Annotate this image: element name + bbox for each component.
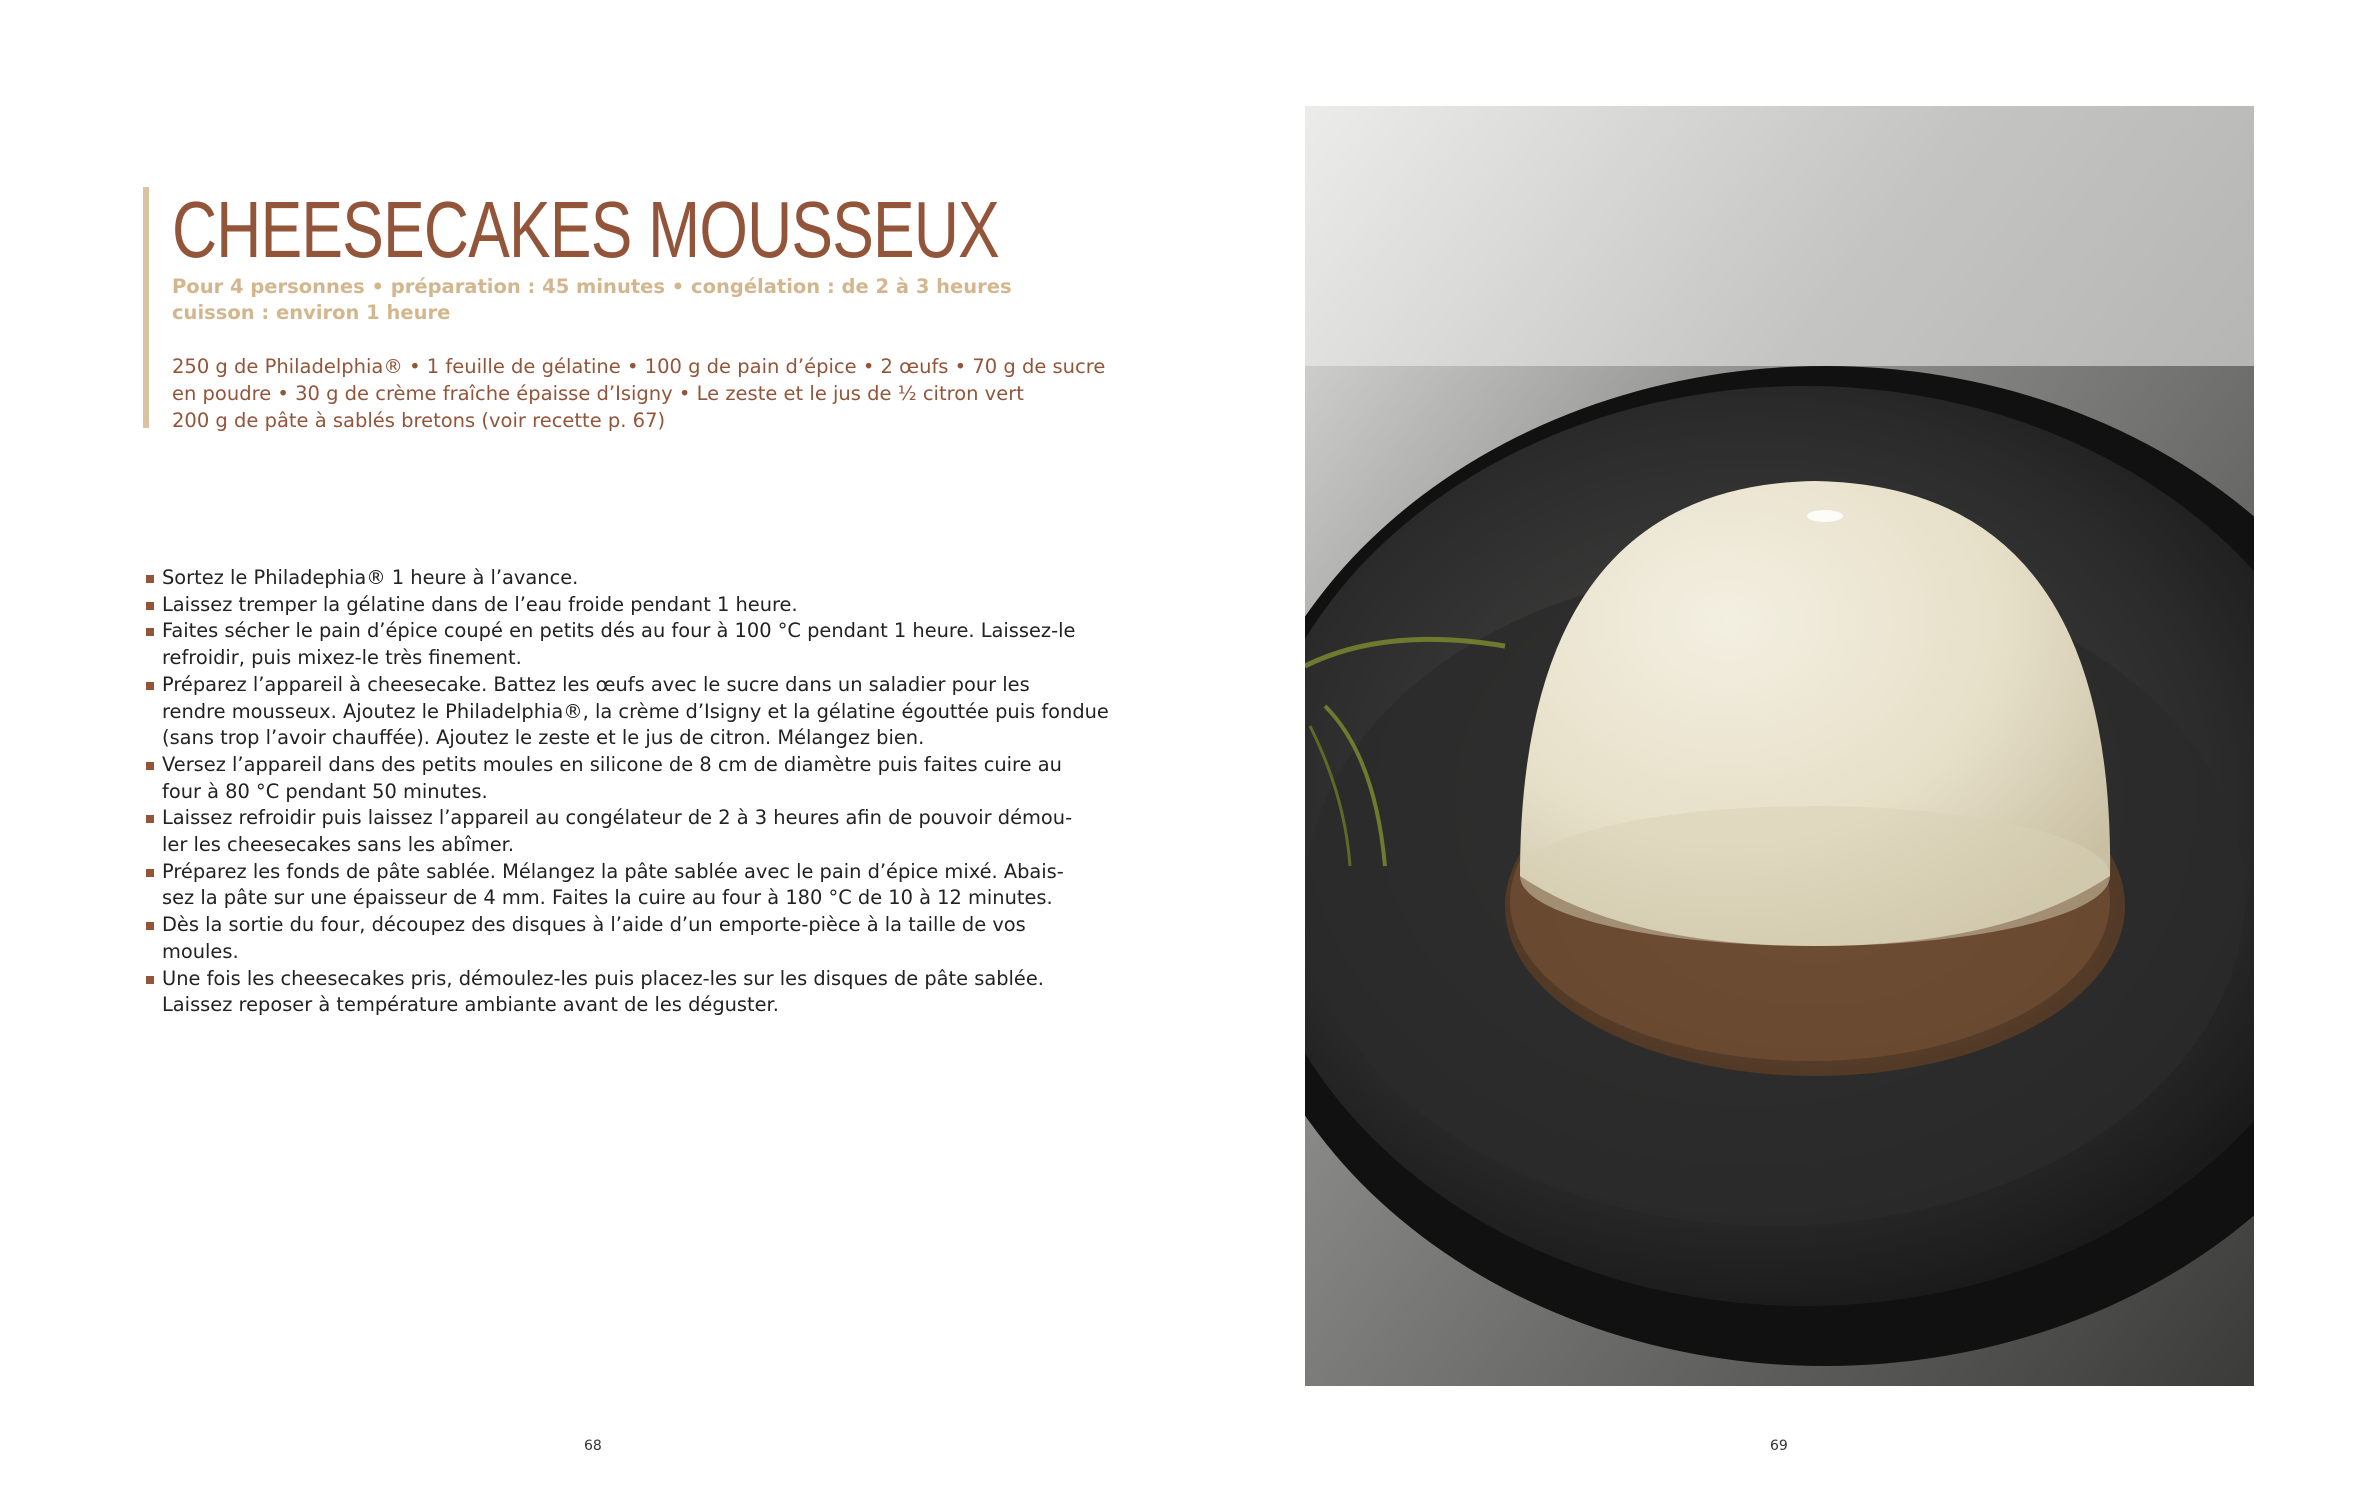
bullet-square-icon [146,762,154,770]
step-line: Préparez l’appareil à cheesecake. Battez les œufs avec le sucre dans un saladier pour les [162,672,1030,696]
step-line: moules. [162,939,239,963]
step-line: four à 80 °C pendant 50 minutes. [162,779,488,803]
meta-line: Pour 4 personnes • préparation : 45 minutes • congélation : de 2 à 3 heures [172,275,1012,298]
step-item [146,966,1046,1019]
step-line: rendre mousseux. Ajoutez le Philadelphia®, la crème d’Isigny et la gélatine égouttée puis fondue [162,699,1109,723]
step-item [146,592,1046,619]
page-number-right: 69 [1770,1438,1788,1454]
ingredient-line: en poudre • 30 g de crème fraîche épaisse d’Isigny • Le zeste et le jus de ½ citron vert [172,382,1024,405]
step-item [146,859,1064,912]
step-line: (sans trop l’avoir chauffée). Ajoutez le zeste et le jus de citron. Mélangez bien. [162,726,925,750]
step-line: Laissez tremper la gélatine dans de l’eau froide pendant 1 heure. [162,592,798,616]
step-line: Laissez reposer à température ambiante avant de les déguster. [162,993,779,1017]
cheesecake-photo [1305,106,2254,1386]
steps-list [146,565,1109,1019]
step-item [146,752,1062,805]
step-item [146,912,1046,965]
bullet-square-icon [146,815,154,823]
step-line: Versez l’appareil dans des petits moules en silicone de 8 cm de diamètre puis faites cuire au [162,752,1062,776]
title-accent-bar [143,187,149,428]
ingredients-list [172,353,1105,434]
step-item [146,565,1046,592]
step-line: Préparez les fonds de pâte sablée. Mélangez la pâte sablée avec le pain d’épice mixé. Abais- [162,859,1064,883]
step-item [146,805,1073,858]
step-item [146,672,1109,752]
step-line: Faites sécher le pain d’épice coupé en petits dés au four à 100 °C pendant 1 heure. Laissez-le [162,619,1076,643]
bullet-square-icon [146,922,154,930]
step-line: Une fois les cheesecakes pris, démoulez-les puis placez-les sur les disques de pâte sablée. [162,966,1044,990]
step-line: Laissez refroidir puis laissez l’appareil au congélateur de 2 à 3 heures afin de pouvoir démou- [162,806,1073,830]
step-item [146,618,1076,671]
step-line: refroidir, puis mixez-le très finement. [162,646,522,670]
left-page [0,0,1180,1506]
step-line: Sortez le Philadephia® 1 heure à l’avance. [162,566,579,589]
step-line: ler les cheesecakes sans les abîmer. [162,833,515,857]
bullet-square-icon [146,869,154,877]
bullet-square-icon [146,602,154,610]
recipe-title: CHEESECAKES MOUSSEUX [172,185,1000,274]
recipe-meta [172,274,1012,326]
step-line: Dès la sortie du four, découpez des disques à l’aide d’un emporte-pièce à la taille de vos [162,913,1026,937]
page-number-left: 68 [584,1438,602,1454]
meta-line: cuisson : environ 1 heure [172,301,451,324]
bullet-square-icon [146,976,154,984]
bullet-square-icon [146,682,154,690]
bullet-square-icon [146,575,154,583]
step-line: sez la pâte sur une épaisseur de 4 mm. Faites la cuire au four à 180 °C de 10 à 12 minutes. [162,886,1053,910]
ingredient-line: 200 g de pâte à sablés bretons (voir recette p. 67) [172,409,666,432]
bullet-square-icon [146,628,154,636]
ingredient-line: 250 g de Philadelphia® • 1 feuille de gélatine • 100 g de pain d’épice • 2 œufs • 70 g de sucre [172,355,1106,378]
